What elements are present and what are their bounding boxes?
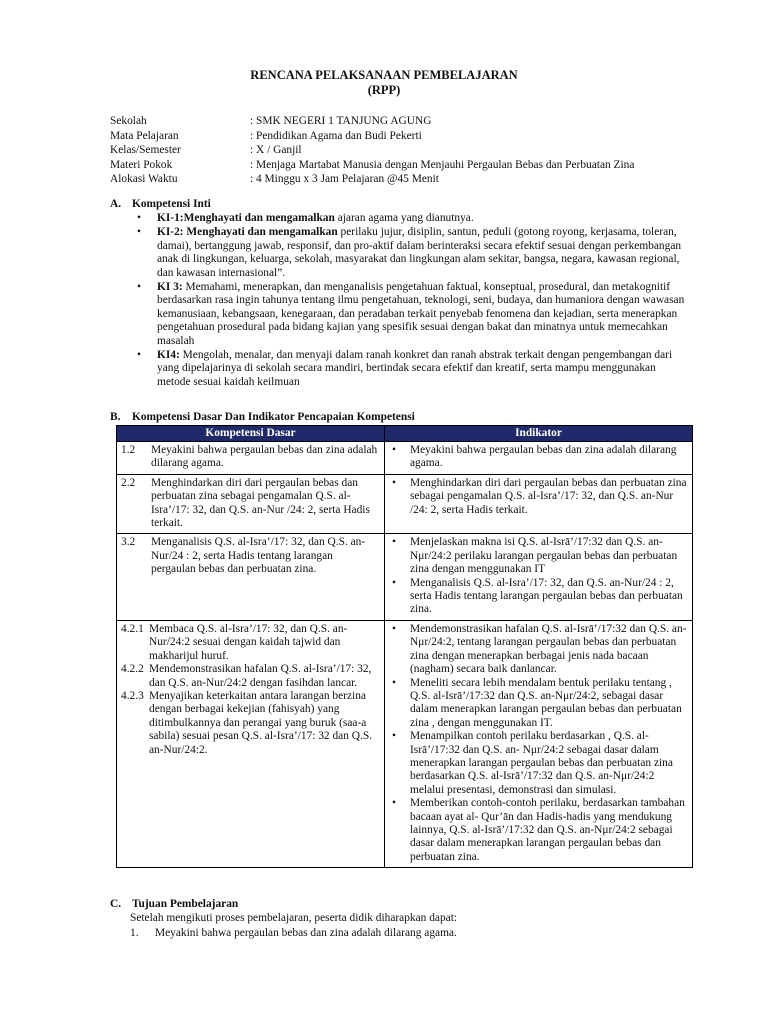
indikator-cell bbox=[385, 442, 693, 475]
indikator-item: • Mendemonstrasikan hafalan Q.S. al-Isrā’/17:32 dan Q.S. an-Nμr/24:2, tentang larangan pergaulan bebas dan perbuatan zina dengan menerapkan berbagai jenis nada bacaan (nagham) secara baik danlancar. bbox=[389, 623, 688, 677]
indikator-item: • Menampilkan contoh perilaku berdasarkan , Q.S. al-Isrā’/17:32 dan Q.S. an- Nμr/24:2 sebagai dasar dalam menerapkan larangan pergaulan bebas dan perbuatan zina berdasarkan Q.S. al-Isrā’/17:32 dan Q.S. an-Nμr/24:2 melalui presentasi, demonstrasi dan simulasi. bbox=[389, 730, 688, 797]
indikator-item: • Menganalisis Q.S. al-Isra’/17: 32, dan Q.S. an-Nur/24 : 2, serta Hadis tentang larangan pergaulan bebas dan perbuatan zina. bbox=[389, 577, 688, 617]
kd-cell bbox=[117, 442, 385, 475]
table-row bbox=[117, 442, 693, 475]
kd-number: 1.2 bbox=[121, 444, 136, 456]
ki-item bbox=[110, 212, 690, 225]
kd-number: 4.2.3 bbox=[121, 689, 144, 702]
identity-value: : Menjaga Martabat Manusia dengan Menjauhi Pergaulan Bebas dan Perbuatan Zina bbox=[250, 158, 635, 171]
identity-label: Sekolah bbox=[110, 115, 147, 127]
identity-value: : SMK NEGERI 1 TANJUNG AGUNG bbox=[250, 115, 432, 127]
section-number: A. bbox=[110, 198, 122, 210]
indikator-cell bbox=[385, 474, 693, 534]
identity-value: : X / Ganjil bbox=[250, 144, 302, 157]
ki-text: Mengolah, menalar, dan menyaji dalam ranah konkret dan ranah abstrak terkait dengan pengembangan dari yang dipelajarinya di sekolah secara mandiri, bertindak secara efektif dan kreatif, serta mampu menggunakan metode sesuai kaidah keilmuan bbox=[157, 349, 673, 388]
kd-item bbox=[121, 444, 380, 471]
tujuan-intro: Setelah mengikuti proses pembelajaran, peserta didik diharapkan dapat: bbox=[130, 912, 458, 924]
ki-label: KI 3: bbox=[157, 281, 183, 294]
indikator-item: • Menghindarkan diri dari pergaulan bebas dan perbuatan zina sebagai pengamalan Q.S. al-Isra’/17: 32, dan Q.S. an-Nur /24: 2, serta Hadis terkait. bbox=[389, 477, 688, 517]
ki-label: KI-2: Menghayati dan mengamalkan bbox=[157, 226, 338, 239]
table-header-row bbox=[117, 426, 693, 442]
identity-value: : Pendidikan Agama dan Budi Pekerti bbox=[250, 129, 422, 142]
title-line-1: RENCANA PELAKSANAAN PEMBELAJARAN bbox=[250, 68, 518, 82]
section-title: Tujuan Pembelajaran bbox=[132, 898, 239, 910]
ki-text: ajaran agama yang dianutnya. bbox=[334, 212, 474, 224]
identity-label: Mata Pelajaran bbox=[110, 129, 179, 142]
identity-table bbox=[110, 114, 634, 187]
identity-row bbox=[110, 114, 634, 129]
section-b-heading bbox=[110, 411, 415, 424]
ki-label: KI4: bbox=[157, 349, 180, 362]
indikator-item: • Meyakini bahwa pergaulan bebas dan zina adalah dilarang agama. bbox=[389, 444, 688, 471]
table-row bbox=[117, 620, 693, 867]
document-title bbox=[0, 68, 768, 98]
kd-indikator-table bbox=[116, 425, 693, 868]
header-indikator: Indikator bbox=[385, 426, 693, 442]
kd-text: Meyakini bahwa pergaulan bebas dan zina adalah dilarang agama. bbox=[151, 444, 378, 470]
identity-row bbox=[110, 158, 634, 173]
table-row bbox=[117, 474, 693, 534]
ki-item bbox=[110, 226, 690, 280]
kd-number: 4.2.2 bbox=[121, 663, 144, 676]
kd-item bbox=[121, 690, 380, 757]
table-row bbox=[117, 534, 693, 620]
kd-text: Mendemonstrasikan hafalan Q.S. al-Isra’/17: 32, dan Q.S. an-Nur/24:2 dengan fasihdan lancar. bbox=[149, 663, 372, 689]
identity-value: : 4 Minggu x 3 Jam Pelajaran @45 Menit bbox=[250, 173, 439, 186]
ki-item bbox=[110, 281, 690, 348]
identity-row bbox=[110, 143, 634, 158]
kd-item bbox=[121, 663, 380, 690]
indikator-cell bbox=[385, 534, 693, 620]
tujuan-number: 1. bbox=[130, 927, 139, 939]
section-number: C. bbox=[110, 898, 122, 910]
ki-text: Memahami, menerapkan, dan menganalisis pengetahuan faktual, konseptual, prosedural, dan metakognitif berdasarkan rasa ingin tahunya tentang ilmu pengetahuan, teknologi, seni, budaya, dan humaniora dengan wawasan kemanusiaan, kebangsaan, kenegaraan, dan peradaban terkait penyebab fenomena dan kejadian, serta menerapkan pengetahuan prosedural pada bidang kajian yang spesifik sesuai dengan bakat dan minatnya untuk memecahkan masalah bbox=[157, 281, 685, 347]
section-number: B. bbox=[110, 411, 121, 423]
tujuan-item bbox=[130, 927, 457, 940]
section-title: Kompetensi Dasar Dan Indikator Pencapaian Kompetensi bbox=[132, 411, 415, 423]
kd-number: 3.2 bbox=[121, 536, 136, 549]
kd-item bbox=[121, 536, 380, 576]
header-kompetensi-dasar: Kompetensi Dasar bbox=[117, 426, 385, 442]
section-title: Kompetensi Inti bbox=[132, 198, 211, 210]
kompetensi-inti-list bbox=[110, 212, 690, 390]
tujuan-text: Meyakini bahwa pergaulan bebas dan zina adalah dilarang agama. bbox=[155, 927, 457, 939]
section-a-heading bbox=[110, 198, 211, 211]
identity-row bbox=[110, 129, 634, 144]
kd-item bbox=[121, 477, 380, 531]
kd-cell bbox=[117, 620, 385, 867]
indikator-item: • Meneliti secara lebih mendalam bentuk perilaku tentang , Q.S. al-Isrā’/17:32 dan Q.S. an-Nμr/24:2, sebagai dasar dalam menerapkan larangan pergaulan bebas dan perbuatan zina , dengan menggunakan IT. bbox=[389, 677, 688, 731]
kd-cell bbox=[117, 534, 385, 620]
kd-number: 4.2.1 bbox=[121, 622, 144, 635]
title-line-2: (RPP) bbox=[367, 83, 401, 97]
identity-label: Materi Pokok bbox=[110, 158, 173, 171]
kd-text: Membaca Q.S. al-Isra’/17: 32, dan Q.S. an-Nur/24:2 sesuai dengan kaidah tajwid dan makharijul huruf. bbox=[149, 622, 348, 662]
ki-text: perilaku jujur, disiplin, santun, peduli (gotong royong, kerjasama, toleran, damai), bertanggung jawab, responsif, dan pro-aktif dalam berinteraksi secara efektif sesuai dengan perkembangan anak di lingkungan, keluarga, sekolah, masyarakat dan lingkungan alam sekitar, bangsa, negara, kawasan regional, dan kawasan internasional”. bbox=[157, 226, 682, 279]
kd-text: Menganalisis Q.S. al-Isra’/17: 32, dan Q.S. an-Nur/24 : 2, serta Hadis tentang larangan pergaulan bebas dan perbuatan zina. bbox=[151, 536, 366, 576]
indikator-item: • Memberikan contoh-contoh perilaku, berdasarkan tambahan bacaan ayat al- Qur’ān dan Hadis-hadis yang mendukung lainnya, Q.S. al-Isrā’/17:32 dan Q.S. an-Nμr/24:2 sebagai dasar dalam menerapkan larangan pergaulan bebas dan perbuatan zina. bbox=[389, 797, 688, 864]
kd-number: 2.2 bbox=[121, 476, 136, 489]
kd-item bbox=[121, 623, 380, 663]
section-c-heading bbox=[110, 898, 238, 911]
kd-text: Menghindarkan diri dari pergaulan bebas dan perbuatan zina sebagai pengamalan Q.S. al-Isra’/17: 32, dan Q.S. an-Nur /24: 2, serta Hadis terkait. bbox=[151, 476, 370, 530]
kd-text: Menyajikan keterkaitan antara larangan berzina dengan berbagai kekejian (fahisyah) yang ditimbulkannya dan perangai yang buruk (saa-a sabila) sesuai pesan Q.S. al-Isra’/17: 32 dan Q.S. an-Nur/24:2. bbox=[149, 689, 373, 756]
ki-item bbox=[110, 349, 690, 389]
identity-label: Kelas/Semester bbox=[110, 144, 181, 157]
identity-label: Alokasi Waktu bbox=[110, 173, 178, 186]
indikator-item: • Menjelaskan makna isi Q.S. al-Isrā’/17:32 dan Q.S. an-Nμr/24:2 perilaku larangan pergaulan bebas dan perbuatan zina dengan menggunakan IT bbox=[389, 536, 688, 576]
indikator-cell bbox=[385, 620, 693, 867]
kd-cell bbox=[117, 474, 385, 534]
ki-label: KI-1:Menghayati dan mengamalkan bbox=[157, 212, 335, 224]
identity-row bbox=[110, 172, 634, 187]
